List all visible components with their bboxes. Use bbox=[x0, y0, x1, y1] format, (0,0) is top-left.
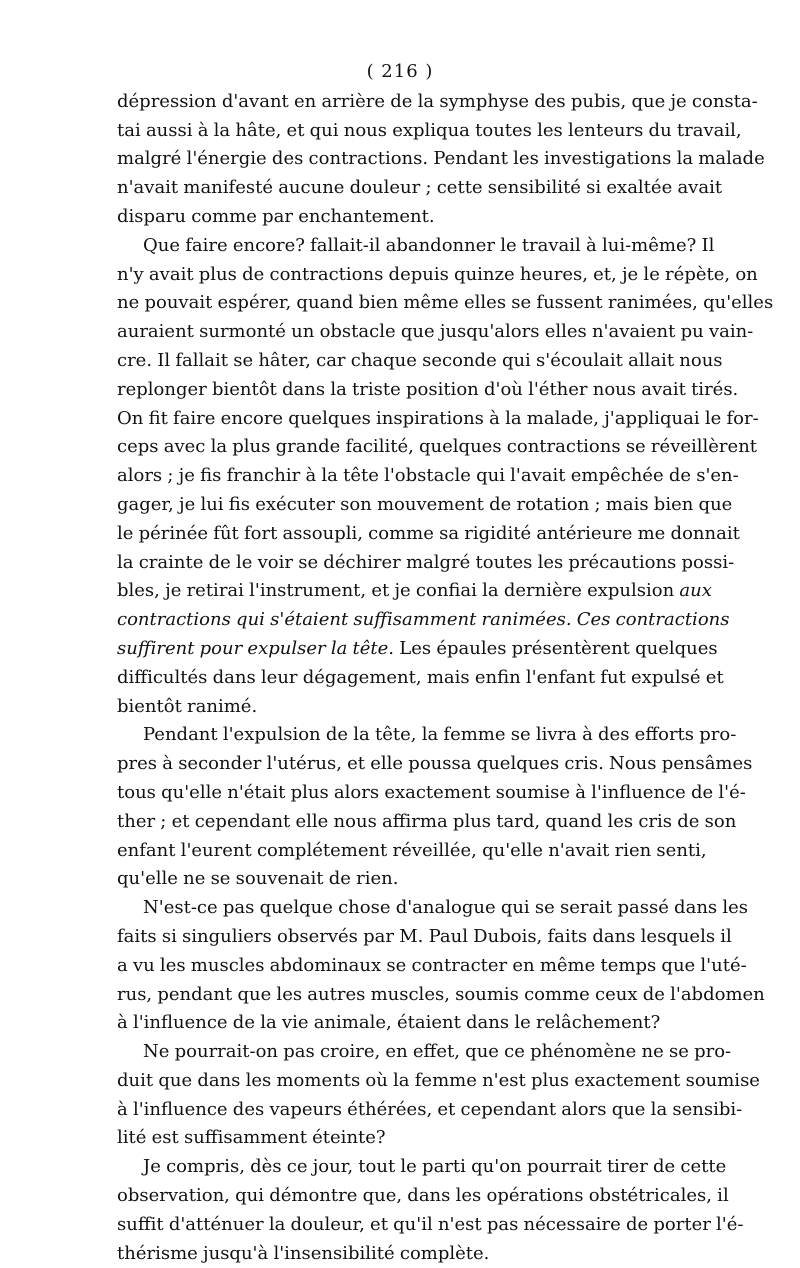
text-line: alors ; je fis franchir à la tête l'obstacle qui l'avait empêchée de s'en- bbox=[117, 465, 739, 487]
text-line: à l'influence des vapeurs éthérées, et cependant alors que la sensibi- bbox=[117, 1098, 743, 1120]
body-text bbox=[117, 88, 774, 1268]
text-line: lité est suffisamment éteinte? bbox=[117, 1127, 386, 1149]
text-line: Ne pourrait-on pas croire, en effet, que ce phénomène ne se pro- bbox=[143, 1041, 732, 1063]
text-line: observation, qui démontre que, dans les opérations obstétricales, il bbox=[117, 1185, 729, 1207]
text-line: contractions qui s'étaient suffisamment ranimées. Ces contractions bbox=[117, 609, 730, 631]
text-line: ceps avec la plus grande facilité, quelques contractions se réveillèrent bbox=[117, 436, 758, 458]
text-line: gager, je lui fis exécuter son mouvement de rotation ; mais bien que bbox=[117, 493, 733, 515]
text-line: enfant l'eurent complétement réveillée, qu'elle n'avait rien senti, bbox=[117, 839, 707, 861]
text-line: rus, pendant que les autres muscles, soumis comme ceux de l'abdomen bbox=[117, 983, 765, 1005]
paragraph bbox=[117, 88, 765, 232]
text-line: suffirent pour expulser la tête. Les épaules présentèrent quelques bbox=[117, 637, 718, 659]
text-line: duit que dans les moments où la femme n'est plus exactement soumise bbox=[117, 1069, 760, 1091]
text-line: Que faire encore? fallait-il abandonner le travail à lui-même? Il bbox=[143, 234, 715, 256]
text-line: N'est-ce pas quelque chose d'analogue qui se serait passé dans les bbox=[143, 897, 749, 919]
paragraph bbox=[117, 894, 765, 1038]
paragraph bbox=[117, 1038, 760, 1153]
text-line: faits si singuliers observés par M. Paul Dubois, faits dans lesquels il bbox=[117, 925, 732, 947]
page-number: ( 216 ) bbox=[366, 61, 434, 82]
text-line: difficultés dans leur dégagement, mais enfin l'enfant fut expulsé et bbox=[117, 666, 724, 688]
text-line: auraient surmonté un obstacle que jusqu'alors elles n'avaient pu vain- bbox=[117, 321, 754, 343]
text-line: a vu les muscles abdominaux se contracter en même temps que l'uté- bbox=[117, 954, 747, 976]
text-line: cre. Il fallait se hâter, car chaque seconde qui s'écoulait allait nous bbox=[117, 349, 723, 371]
text-line: dépression d'avant en arrière de la symphyse des pubis, que je consta- bbox=[117, 90, 758, 112]
text-line: qu'elle ne se souvenait de rien. bbox=[117, 868, 399, 890]
text-line: tai aussi à la hâte, et qui nous expliqua toutes les lenteurs du travail, bbox=[117, 119, 742, 141]
text-line: tous qu'elle n'était plus alors exactement soumise à l'influence de l'é- bbox=[117, 781, 746, 803]
book-page bbox=[117, 58, 774, 1268]
text-line: thérisme jusqu'à l'insensibilité complète. bbox=[117, 1242, 490, 1264]
text-line: à l'influence de la vie animale, étaient dans le relâchement? bbox=[117, 1012, 661, 1034]
text-line: n'y avait plus de contractions depuis quinze heures, et, je le répète, on bbox=[117, 263, 758, 285]
text-line: malgré l'énergie des contractions. Pendant les investigations la malade bbox=[117, 148, 765, 170]
text-line: bles, je retirai l'instrument, et je confiai la dernière expulsion aux bbox=[117, 580, 712, 602]
paragraph bbox=[117, 1153, 744, 1268]
paragraph bbox=[117, 232, 774, 722]
text-line: bientôt ranimé. bbox=[117, 695, 258, 717]
text-line: ther ; et cependant elle nous affirma plus tard, quand les cris de son bbox=[117, 810, 737, 832]
text-line: n'avait manifesté aucune douleur ; cette sensibilité si exaltée avait bbox=[117, 177, 723, 199]
text-line: Je compris, dès ce jour, tout le parti qu'on pourrait tirer de cette bbox=[143, 1156, 727, 1178]
text-line: ne pouvait espérer, quand bien même elles se fussent ranimées, qu'elles bbox=[117, 292, 774, 314]
text-line: disparu comme par enchantement. bbox=[117, 205, 435, 227]
text-line: On fit faire encore quelques inspirations à la malade, j'appliquai le for- bbox=[117, 407, 759, 429]
text-line: le périnée fût fort assoupli, comme sa rigidité antérieure me donnait bbox=[117, 522, 740, 544]
text-line: la crainte de le voir se déchirer malgré toutes les précautions possi- bbox=[117, 551, 735, 573]
paragraph bbox=[117, 721, 753, 894]
text-line: pres à seconder l'utérus, et elle poussa quelques cris. Nous pensâmes bbox=[117, 753, 753, 775]
text-line: replonger bientôt dans la triste position d'où l'éther nous avait tirés. bbox=[117, 378, 739, 400]
text-line: Pendant l'expulsion de la tête, la femme se livra à des efforts pro- bbox=[143, 724, 737, 746]
text-line: suffit d'atténuer la douleur, et qu'il n'est pas nécessaire de porter l'é- bbox=[117, 1213, 744, 1235]
